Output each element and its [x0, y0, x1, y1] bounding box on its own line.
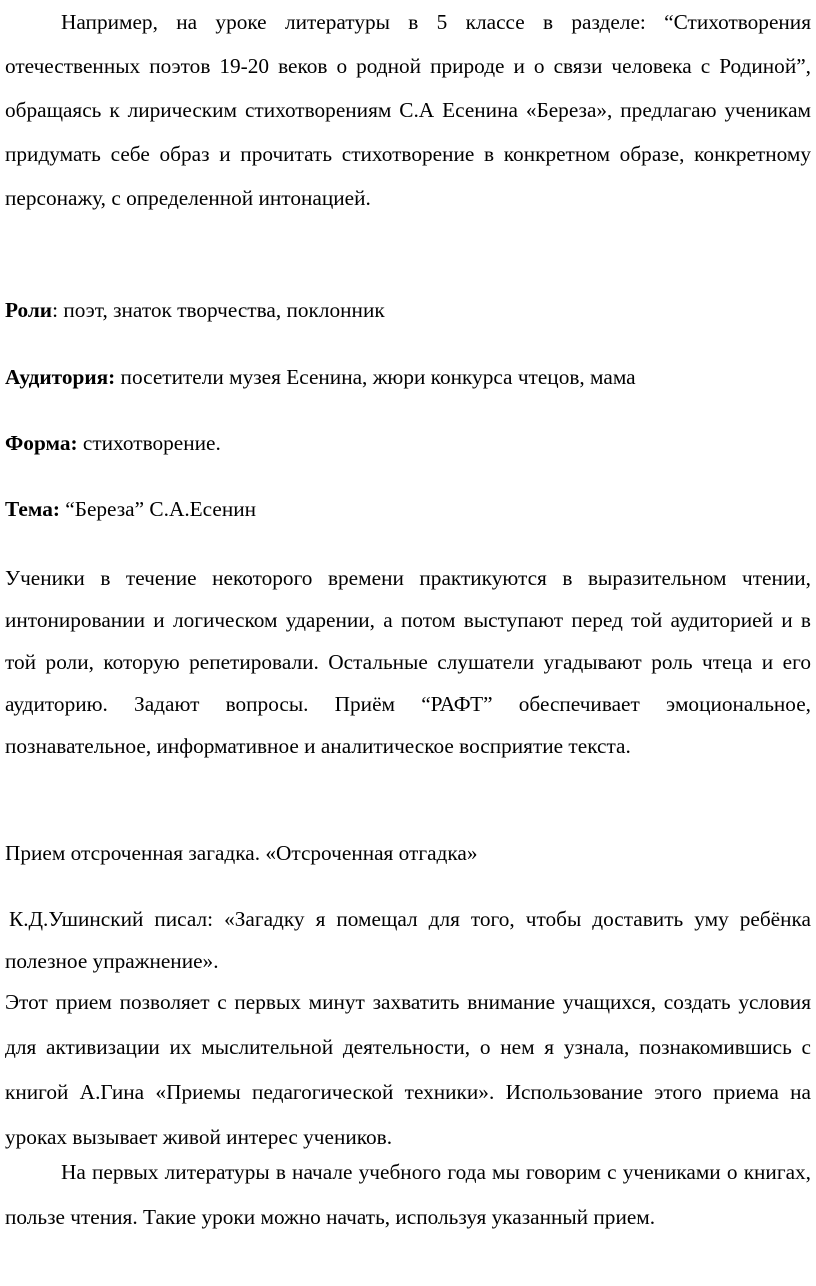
practice-paragraph: Ученики в течение некоторого времени практикуются в выразительном чтении, интонировании и логическом ударении, а потом выступают перед той аудиторией и в той роли, которую репетировали. Остальные слушатели угадывают роль чтеца и его аудиторию. Задают вопросы. Приём “РАФТ” обеспечивает эмоциональное, познавательное, информативное и аналитическое восприятие текста. — [5, 566, 811, 758]
ushinsky-quote: К.Д.Ушинский писал: «Загадку я помещал для того, чтобы доставить уму ребёнка полезное упражнение». — [5, 907, 811, 973]
theme-line — [5, 487, 811, 531]
audience-label: Аудитория: — [5, 365, 116, 389]
roles-text: : поэт, знаток творчества, поклонник — [52, 298, 385, 322]
roles-label: Роли — [5, 298, 53, 322]
audience-text: посетители музея Есенина, жюри конкурса чтецов, мама — [115, 365, 636, 389]
form-text: стихотворение. — [77, 431, 221, 455]
roles-line — [5, 288, 811, 332]
first-lessons-paragraph: На первых литературы в начале учебного года мы говорим с учениками о книгах, пользе чтения. Такие уроки можно начать, используя указанный прием. — [5, 1160, 811, 1229]
theme-label: Тема: — [5, 497, 60, 521]
intro-paragraph: Например, на уроке литературы в 5 классе в разделе: “Стихотворения отечественных поэтов 19-20 веков о родной природе и о связи человека с Родиной”, обращаясь к лирическим стихотворениям С.А Есенина «Береза», предлагаю ученикам придумать себе образ и прочитать стихотворение в конкретном образе, конкретному персонажу, с определенной интонацией. — [5, 10, 811, 210]
form-line — [5, 421, 811, 465]
theme-text: “Береза” С.А.Есенин — [59, 497, 257, 521]
riddle-heading: Прием отсроченная загадка. «Отсроченная отгадка» — [5, 841, 478, 865]
technique-paragraph: Этот прием позволяет с первых минут захватить внимание учащихся, создать условия для активизации их мыслительной деятельности, о нем я узнала, познакомившись с книгой А.Гина «Приемы педагогической техники». Использование этого приема на уроках вызывает живой интерес учеников. — [5, 990, 811, 1149]
audience-line — [5, 355, 811, 399]
form-label: Форма: — [5, 431, 78, 455]
